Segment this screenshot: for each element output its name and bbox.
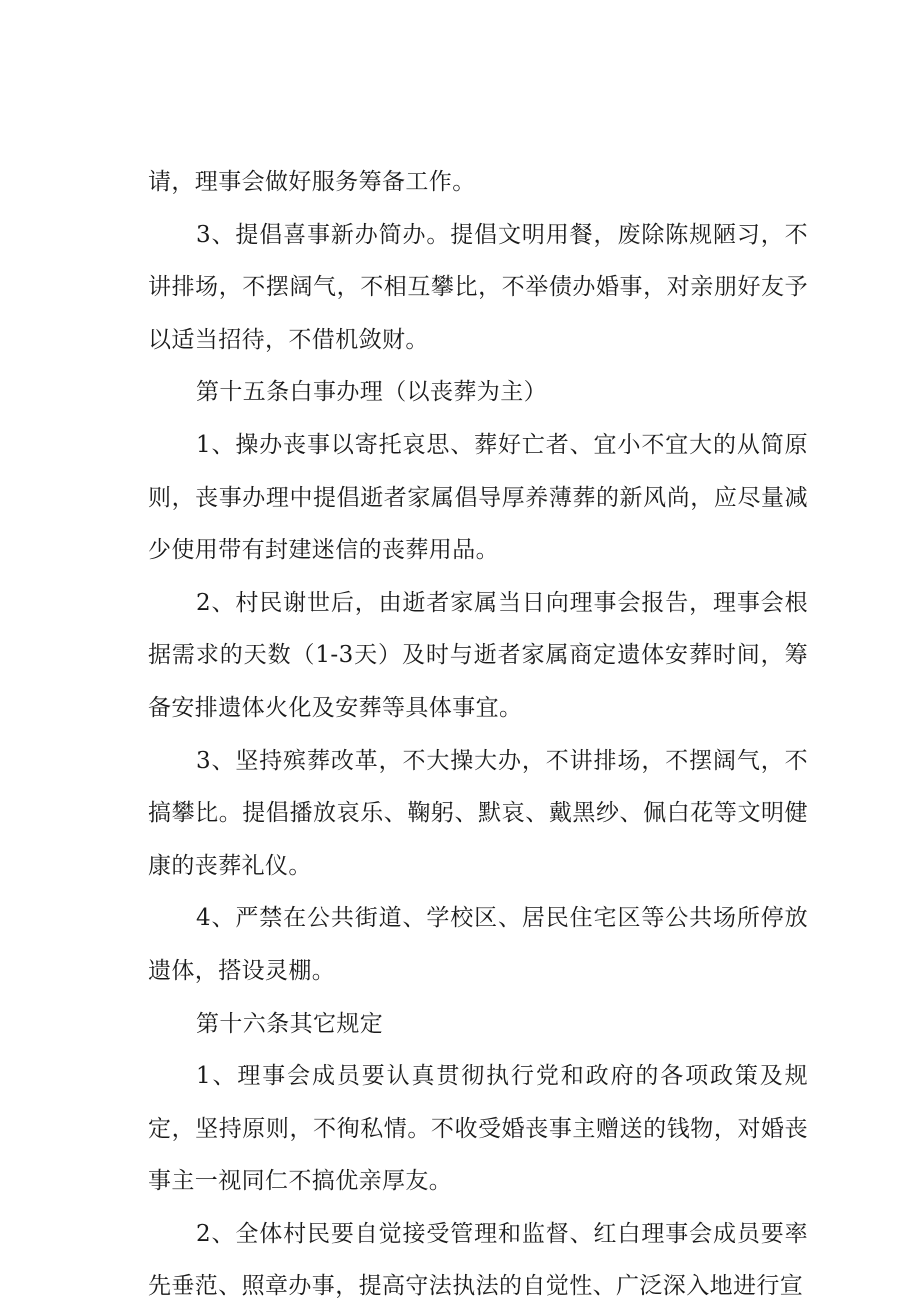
paragraph-public-ban: 4、严禁在公共街道、学校区、居民住宅区等公共场所停放遗体，搭设灵棚。	[148, 905, 808, 984]
paragraph-continuation: 请，理事会做好服务筹备工作。	[148, 169, 476, 195]
document-body	[148, 156, 808, 1313]
article-15-heading: 第十五条白事办理（以丧葬为主）	[196, 379, 547, 406]
paragraph-funeral-report: 2、村民谢世后，由逝者家属当日向理事会报告，理事会根据需求的天数（1-3天）及时与逝者家属商定遗体安葬时间，筹备安排遗体火化及安葬等具体事宜。	[148, 589, 808, 721]
paragraph-council-members: 1、理事会成员要认真贯彻执行党和政府的各项政策及规定，坚持原则，不徇私情。不收受婚丧事主赠送的钱物，对婚丧事主一视同仁不搞优亲厚友。	[148, 1063, 808, 1195]
article-16-heading: 第十六条其它规定	[196, 1010, 384, 1037]
paragraph-funeral-reform: 3、坚持殡葬改革，不大操大办，不讲排场，不摆阔气，不搞攀比。提倡播放哀乐、鞠躬、默哀、戴黑纱、佩白花等文明健康的丧葬礼仪。	[148, 747, 808, 879]
paragraph-funeral-principle: 1、操办丧事以寄托哀思、葬好亡者、宜小不宜大的从简原则，丧事办理中提倡逝者家属倡导厚养薄葬的新风尚，应尽量减少使用带有封建迷信的丧葬用品。	[148, 431, 808, 564]
paragraph-villagers-supervision: 2、全体村民要自觉接受管理和监督、红白理事会成员要率先垂范、照章办事，提高守法执法的自觉性、广泛深入地进行宣	[148, 1220, 808, 1300]
paragraph-wedding-simplify: 3、提倡喜事新办简办。提倡文明用餐，废除陈规陋习，不讲排场，不摆阔气，不相互攀比，不举债办婚事，对亲朋好友予以适当招待，不借机敛财。	[148, 221, 808, 353]
